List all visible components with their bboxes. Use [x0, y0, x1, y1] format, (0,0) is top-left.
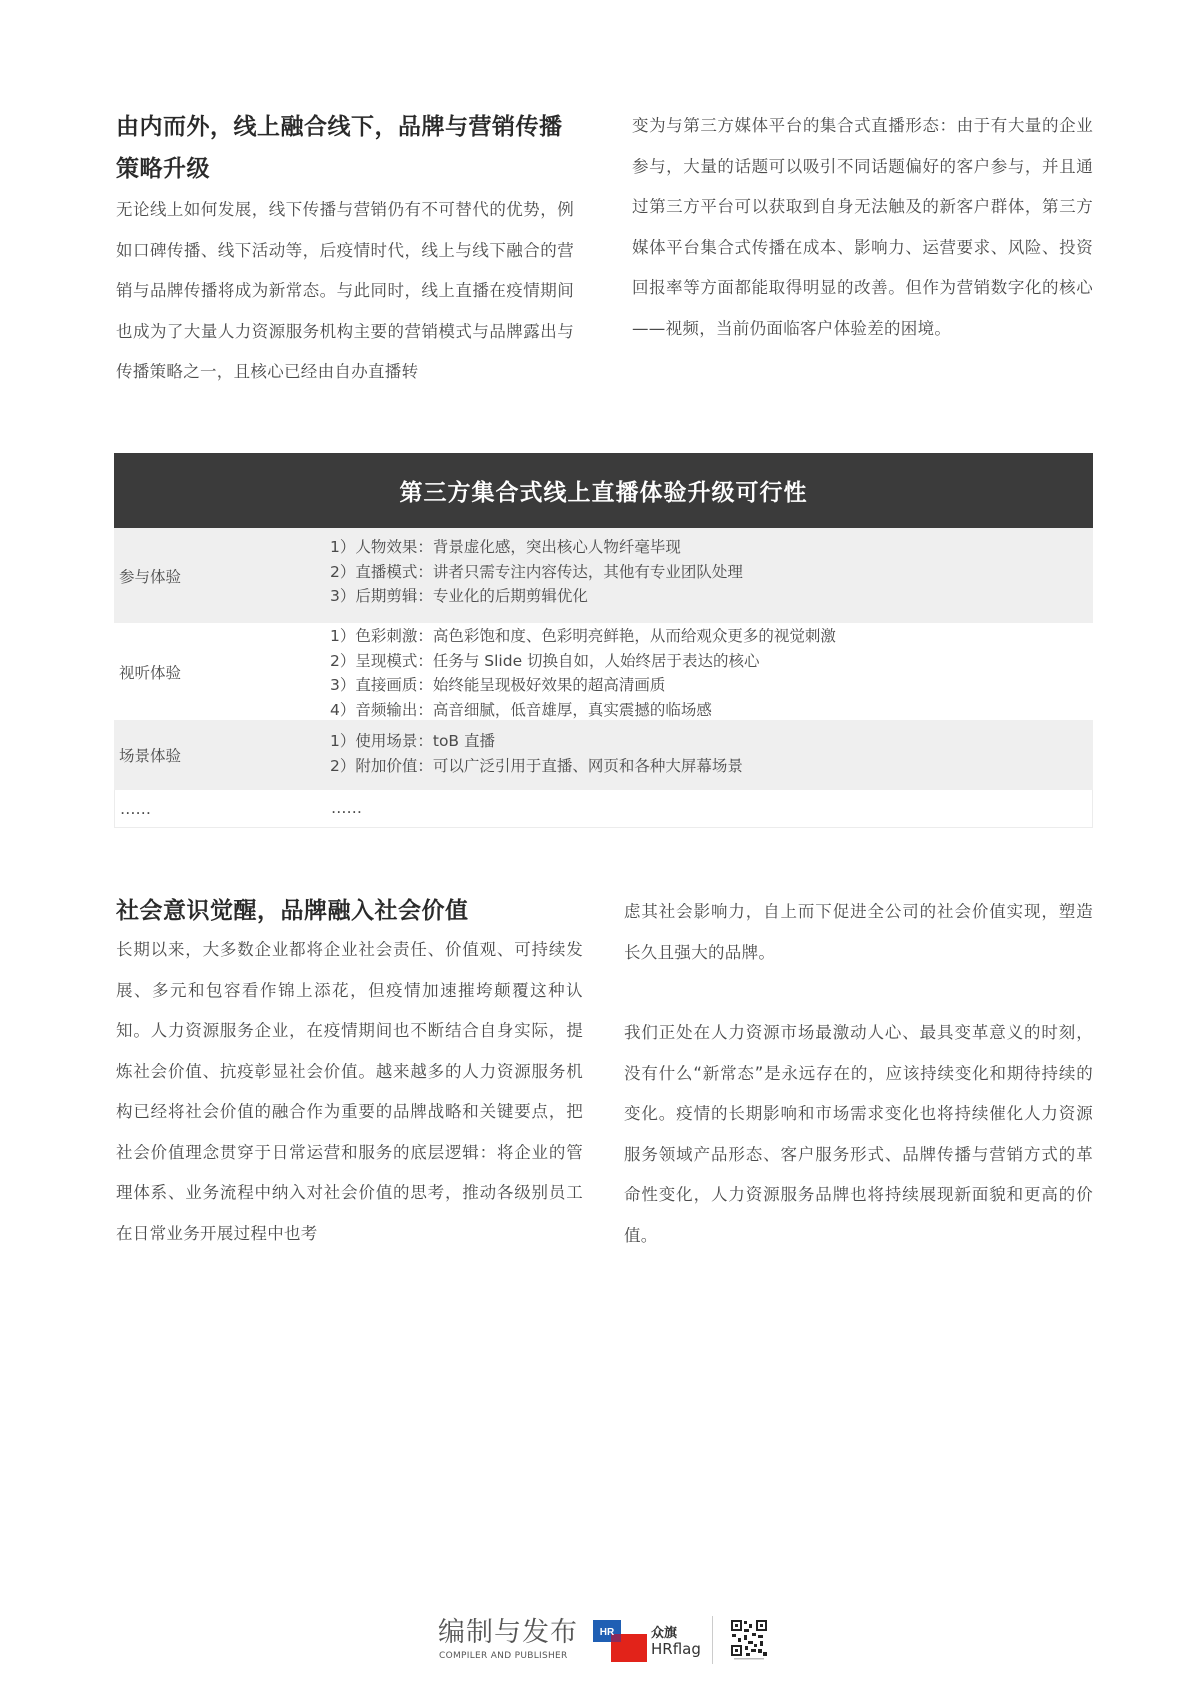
row-item: 2）呈现模式：任务与 Slide 切换自如，人始终居于表达的核心 — [330, 651, 760, 670]
row-items — [330, 623, 1093, 720]
row-label: 参与体验 — [119, 567, 182, 586]
qr-code-icon — [730, 1619, 768, 1661]
section1-heading: 由内而外，线上融合线下，品牌与营销传播策略升级 — [116, 114, 563, 182]
row-items — [331, 790, 1092, 827]
row-item: 1）色彩刺激：高色彩饱和度、色彩明亮鲜艳，从而给观众更多的视觉刺激 — [330, 627, 836, 645]
table-title: 第三方集合式线上直播体验升级可行性 — [114, 453, 1093, 528]
section2-left-column — [116, 892, 583, 1254]
row-item: 2）直播模式：讲者只需专注内容传达，其他有专业团队处理 — [330, 562, 743, 581]
section1-right-column — [632, 106, 1093, 349]
footer-title: 编制与发布 — [438, 1617, 578, 1648]
row-items — [330, 720, 1093, 790]
brand-name-en: HRflag — [651, 1640, 701, 1658]
section2-left-paragraph: 长期以来，大多数企业都将企业社会责任、价值观、可持续发展、多元和包容看作锦上添花，但疫情加速摧垮颠覆这种认知。人力资源服务企业，在疫情期间也不断结合自身实际，提炼社会价值、抗疫彰显社会价值。越来越多的人力资源服务机构已经将社会价值的融合作为重要的品牌战略和关键要点，把社会价值理念贯穿于日常运营和服务的底层逻辑：将企业的管理体系、业务流程中纳入对社会价值的思考，推动各级别员工在日常业务开展过程中也考 — [116, 940, 583, 1243]
table-row-audiovisual — [114, 623, 1093, 720]
footer-divider — [712, 1616, 713, 1664]
row-item: 1）使用场景：toB 直播 — [330, 732, 495, 750]
section1-left-paragraph: 无论线上如何发展，线下传播与营销仍有不可替代的优势，例如口碑传播、线下活动等，后疫情时代，线上与线下融合的营销与品牌传播将成为新常态。与此同时，线上直播在疫情期间也成为了大量人力资源服务机构主要的营销模式与品牌露出与传播策略之一，且核心已经由自办直播转 — [116, 200, 574, 381]
section1-left-column — [116, 106, 574, 393]
footer-subtitle: COMPILER AND PUBLISHER — [439, 1651, 568, 1661]
row-item: 2）附加价值：可以广泛引用于直播、网页和各种大屏幕场景 — [330, 756, 743, 775]
section2-right-paragraph-2: 我们正处在人力资源市场最激动人心、最具变革意义的时刻，没有什么“新常态”是永远存在的，应该持续变化和期待持续的变化。疫情的长期影响和市场需求变化也将持续催化人力资源服务领域产品形态、客户服务形式、品牌传播与营销方式的革命性变化，人力资源服务品牌也将持续展现新面貌和更高的价值。 — [624, 1023, 1093, 1245]
row-item: …… — [331, 799, 362, 818]
paragraph-gap — [624, 973, 1093, 1013]
table-row-scenario — [114, 720, 1093, 790]
row-item: 4）音频输出：高音细腻，低音雄厚，真实震撼的临场感 — [330, 700, 712, 719]
logo-text: HR — [599, 1627, 615, 1638]
section2-heading: 社会意识觉醒，品牌融入社会价值 — [116, 898, 469, 924]
section2-right-column — [624, 892, 1093, 1256]
footer-publisher — [438, 1610, 778, 1680]
experience-upgrade-table — [114, 453, 1093, 828]
section2-right-paragraph-1: 虑其社会影响力，自上而下促进全公司的社会价值实现，塑造长久且强大的品牌。 — [624, 902, 1093, 962]
row-label: …… — [120, 799, 151, 818]
section1-right-paragraph: 变为与第三方媒体平台的集合式直播形态：由于有大量的企业参与，大量的话题可以吸引不同话题偏好的客户参与，并且通过第三方平台可以获取到自身无法触及的新客户群体，第三方媒体平台集合式传播在成本、影响力、运营要求、风险、投资回报率等方面都能取得明显的改善。但作为营销数字化的核心——视频，当前仍面临客户体验差的困境。 — [632, 116, 1093, 338]
row-label: 视听体验 — [119, 663, 182, 682]
row-item: 3）直接画质：始终能呈现极好效果的超高清画质 — [330, 676, 666, 694]
row-item: 3）后期剪辑：专业化的后期剪辑优化 — [330, 587, 588, 605]
row-item: 1）人物效果：背景虚化感，突出核心人物纤毫毕现 — [330, 538, 681, 556]
table-row-participation — [114, 528, 1093, 623]
hrflag-logo-icon — [593, 1620, 647, 1662]
table-row-more — [114, 790, 1093, 828]
row-items — [330, 528, 1093, 623]
brand-name-cn: 众旗 — [651, 1626, 678, 1641]
row-label: 场景体验 — [119, 747, 182, 765]
